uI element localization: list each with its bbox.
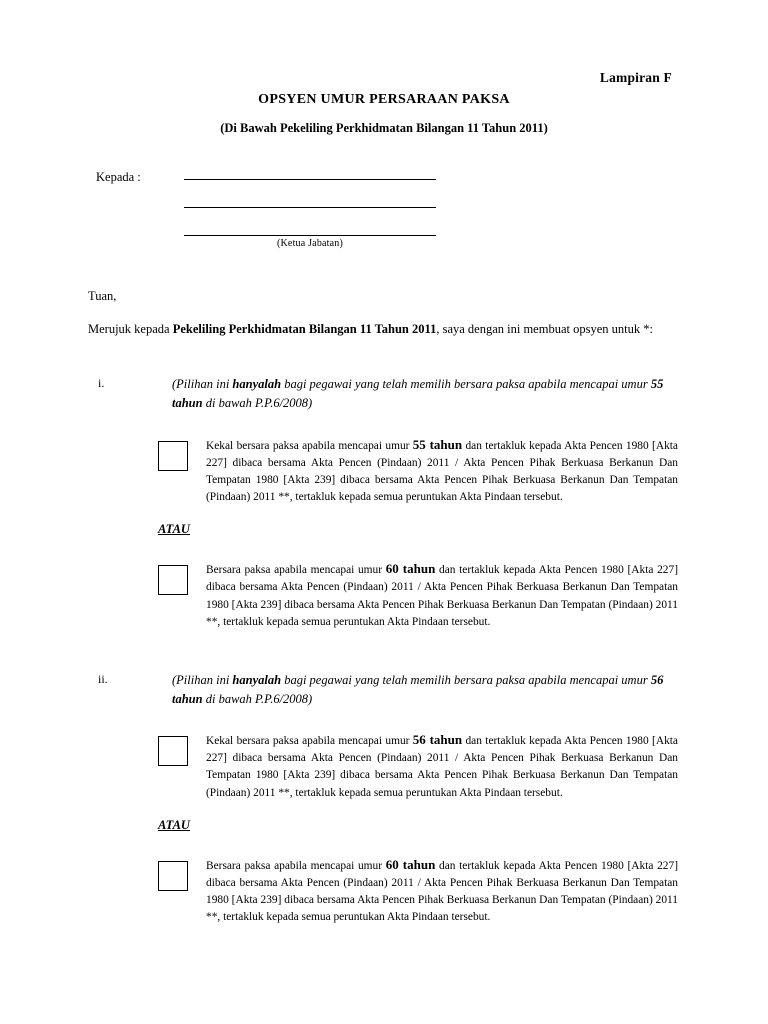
- section-heading-i-emphasis: hanyalah: [232, 377, 282, 392]
- option-ii-a-age: 56 tahun: [412, 732, 463, 748]
- section-heading-i-suffix: bagi pegawai yang telah memilih bersara paksa apabila mencapai umur: [281, 377, 651, 392]
- checkbox-option-i-a[interactable]: [158, 441, 188, 471]
- checkbox-option-ii-b[interactable]: [158, 861, 188, 891]
- section-heading-ii-suffix: bagi pegawai yang telah memilih bersara paksa apabila mencapai umur: [281, 672, 651, 687]
- recipient-line-1[interactable]: [184, 158, 436, 180]
- section-heading-ii-suffix2: di bawah P.P.6/2008): [202, 691, 313, 706]
- intro-circular-reference: Pekeliling Perkhidmatan Bilangan 11 Tahun 2011: [172, 322, 437, 336]
- section-numeral-ii: ii.: [98, 671, 108, 686]
- checkbox-option-ii-a[interactable]: [158, 736, 188, 766]
- recipient-lines: [184, 158, 436, 249]
- option-row[interactable]: [136, 855, 680, 926]
- option-i-a-part1: Kekal bersara paksa apabila mencapai umur: [206, 439, 413, 452]
- section-heading-ii-emphasis: hanyalah: [232, 672, 282, 687]
- option-i-a-age: 55 tahun: [412, 436, 463, 452]
- section-heading-ii-prefix: (Pilihan ini: [172, 672, 233, 687]
- form-reference-label: Lampiran F: [599, 70, 672, 85]
- section-heading-ii: [136, 671, 680, 709]
- option-i-b-age: 60 tahun: [385, 561, 436, 577]
- option-row[interactable]: [136, 435, 680, 506]
- recipient-label: Kepada :: [96, 170, 141, 184]
- recipient-block: [88, 158, 680, 249]
- recipient-line-2[interactable]: [184, 186, 436, 208]
- option-ii-a-part1: Kekal bersara paksa apabila mencapai umur: [206, 735, 413, 748]
- option-i-b-part1: Bersara paksa apabila mencapai umur: [206, 564, 386, 577]
- section-heading-ii-age: 56 tahun: [172, 672, 664, 706]
- salutation: Tuan,: [88, 289, 117, 303]
- section-heading-i-suffix2: di bawah P.P.6/2008): [202, 396, 313, 411]
- option-ii-a-text: [206, 730, 680, 801]
- option-ii-a-part2: dan tertakluk kepada Akta Pencen 1980 [Akta 227] dibaca bersama Akta Pencen (Pindaan) 2011 / Akta Pencen Pihak Berkuasa Berkanun Dan Tempatan 1980 [Akta 239] dibaca bersama Akta Pencen Pihak Berkuasa Berkanun Dan Tempatan (Pindaan) 2011 **, tertakluk kepada semua peruntukan Akta Pindaan tersebut.: [206, 735, 678, 799]
- option-ii-b-part2: dan tertakluk kepada Akta Pencen 1980 [Akta 227] dibaca bersama Akta Pencen (Pindaan) 2011 / Akta Pencen Pihak Berkuasa Berkanun Dan Tempatan 1980 [Akta 239] dibaca bersama Akta Pencen Pihak Berkuasa Berkanun Dan Tempatan (Pindaan) 2011 **, tertakluk kepada semua peruntukan Akta Pindaan tersebut.: [206, 859, 678, 924]
- page-subtitle: (Di Bawah Pekeliling Perkhidmatan Bilangan 11 Tahun 2011): [220, 121, 548, 135]
- section-heading-i: [136, 375, 680, 413]
- or-separator-ii: ATAU: [158, 817, 190, 832]
- section-heading-i-age: 55 tahun: [172, 377, 664, 411]
- option-i-b-part2: dan tertakluk kepada Akta Pencen 1980 [Akta 227] dibaca bersama Akta Pencen (Pindaan) 2011 / Akta Pencen Pihak Berkuasa Berkanun Dan Tempatan 1980 [Akta 239] dibaca bersama Akta Pencen Pihak Berkuasa Berkanun Dan Tempatan (Pindaan) 2011 **, tertakluk kepada semua peruntukan Akta Pindaan tersebut.: [206, 564, 678, 628]
- option-ii-b-text: [206, 855, 680, 926]
- page-title: OPSYEN UMUR PERSARAAN PAKSA: [258, 92, 510, 107]
- intro-suffix: , saya dengan ini membuat opsyen untuk *:: [436, 322, 653, 336]
- or-separator-i: ATAU: [158, 522, 190, 537]
- intro-prefix: Merujuk kepada: [88, 322, 173, 336]
- option-ii-b-part1: Bersara paksa apabila mencapai umur: [206, 859, 386, 872]
- recipient-line-3[interactable]: [184, 214, 436, 236]
- option-row[interactable]: [136, 559, 680, 630]
- option-section-i: [88, 375, 680, 630]
- option-row[interactable]: [136, 730, 680, 801]
- option-ii-b-age: 60 tahun: [385, 856, 436, 872]
- option-i-a-part2: dan tertakluk kepada Akta Pencen 1980 [Akta 227] dibaca bersama Akta Pencen (Pindaan) 2011 / Akta Pencen Pihak Berkuasa Berkanun Dan Tempatan 1980 [Akta 239] dibaca bersama Akta Pencen Pihak Berkuasa Berkanun Dan Tempatan (Pindaan) 2011 **, tertakluk kepada semua peruntukan Akta Pindaan tersebut.: [206, 439, 678, 504]
- recipient-caption: (Ketua Jabatan): [276, 238, 344, 249]
- checkbox-option-i-b[interactable]: [158, 565, 188, 595]
- option-i-b-text: [206, 559, 680, 630]
- option-section-ii: [88, 671, 680, 926]
- option-i-a-text: [206, 435, 680, 506]
- section-numeral-i: i.: [98, 376, 105, 391]
- section-heading-i-prefix: (Pilihan ini: [172, 377, 233, 392]
- intro-paragraph: [88, 320, 680, 339]
